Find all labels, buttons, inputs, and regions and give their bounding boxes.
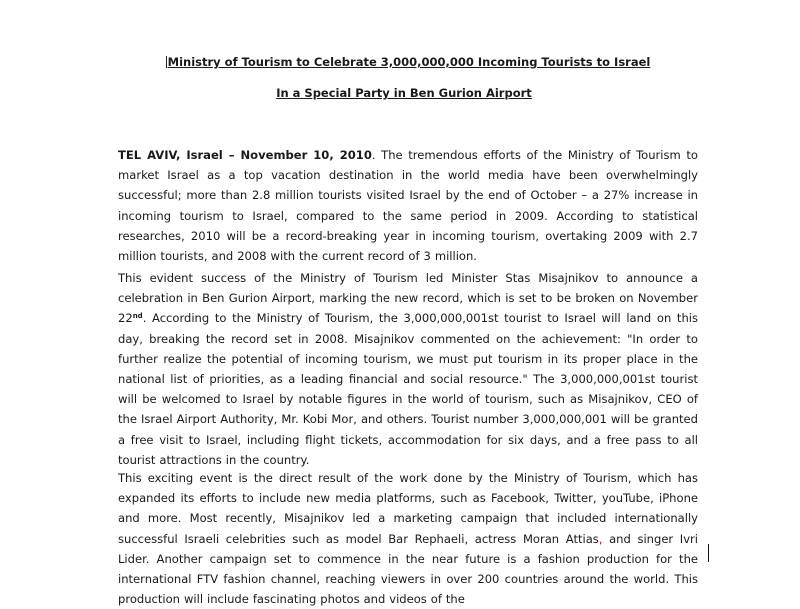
title-line-1: Ministry of Tourism to Celebrate 3,000,000,000 Incoming Tourists to Israel (167, 55, 651, 69)
dateline: TEL AVIV, Israel – November 10, 2010 (118, 148, 372, 162)
text-cursor (708, 544, 709, 562)
paragraph-2-text-a: This evident success of the Ministry of Tourism led Minister Stas Misajnikov to announce a celebration in Ben Gurion Airport, marking the new record, which is set to be broken on November 22 (118, 271, 698, 326)
paragraph-1-text: . The tremendous efforts of the Ministry of Tourism to market Israel as a top vacation destination in the world media have been overwhelmingly successful; more than 2.8 million tourists visited Israel by the end of October – a 27% increase in incoming tourism to Israel, compared to the same period in 2009. According to statistical researches, 2010 will be a record-breaking year in incoming tourism, overtaking 2009 with 2.7 million tourists, and 2008 with the current record of 3 million. (118, 148, 698, 264)
spelling-flag: , (598, 531, 603, 546)
paragraph-3 (118, 468, 698, 609)
document-title (8, 55, 800, 69)
paragraph-1 (118, 145, 698, 266)
paragraph-3-text-a: This exciting event is the direct result of the work done by the Ministry of Tourism, which has expanded its efforts to include new media platforms, such as Facebook, Twitter, youTube, iPhone and more. Most recently, Misajnikov led a marketing campaign that included internationally successful Israeli celebrities such as model Bar Rephaeli, actress Moran Attias (118, 471, 698, 546)
paragraph-3-text-b: and singer Ivri Lider. Another campaign set to commence in the near future is a fashion production for the international FTV fashion channel, reaching viewers in over 200 countries around the world. This production will include fascinating photos and videos of the (118, 531, 699, 607)
ordinal-suffix: nd (132, 312, 143, 321)
paragraph-2-text-b: . According to the Ministry of Tourism, the 3,000,000,001st tourist to Israel will land on this day, breaking the record set in 2008. Misajnikov commented on the achievement: "In order to further realize the potential of incoming tourism, we must put tourism in its proper place in the national list of priorities, as a leading financial and social resource." The 3,000,000,001st tourist will be welcomed to Israel by notable figures in the world of tourism, such as Misajnikov, CEO of the Israel Airport Authority, Mr. Kobi Mor, and others. Tourist number 3,000,000,001 will be granted a free visit to Israel, including flight tickets, accommodation for six days, and a free pass to all tourist attractions in the country. (118, 311, 698, 467)
text-cursor-start (166, 56, 167, 68)
paragraph-2 (118, 268, 698, 470)
document-subtitle: In a Special Party in Ben Gurion Airport (276, 86, 532, 100)
